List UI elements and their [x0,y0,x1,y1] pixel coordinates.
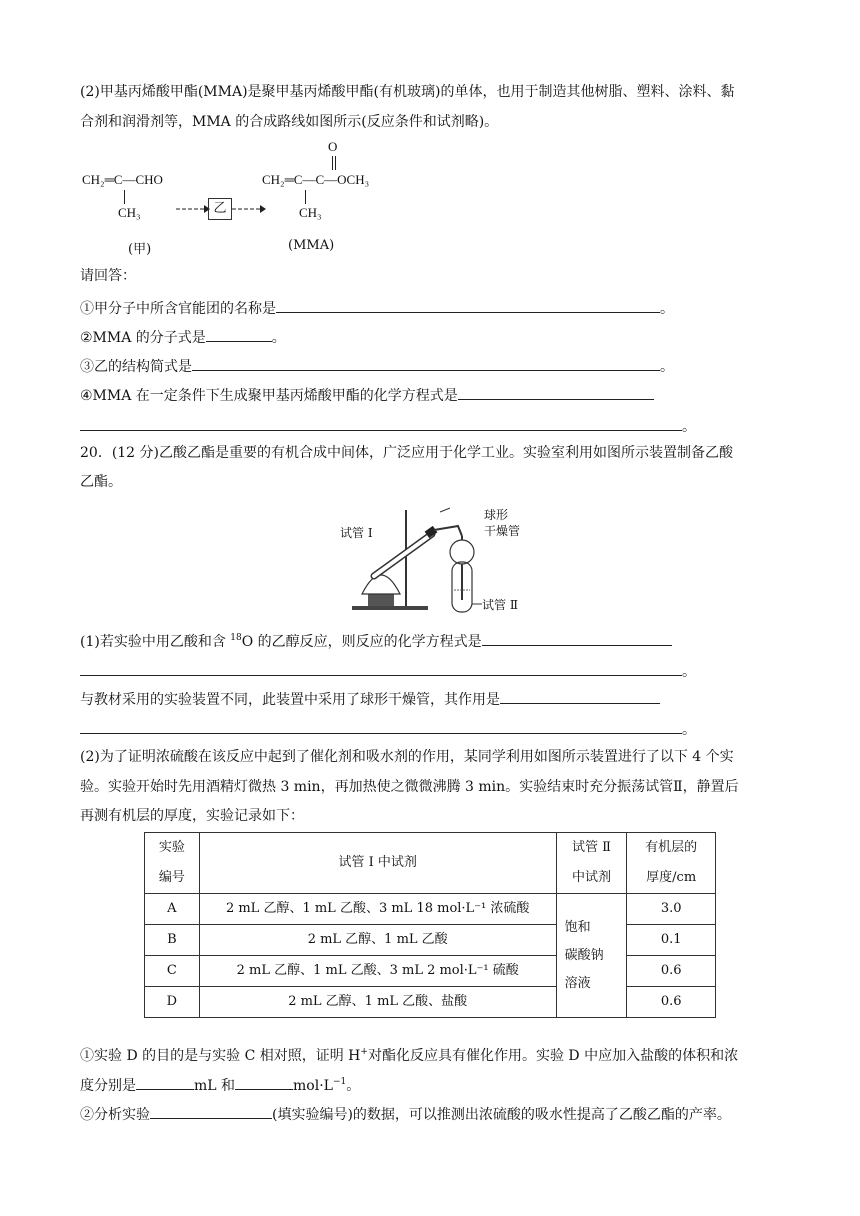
part1-suffix: O 的乙醇反应，则反应的化学方程式是 [241,634,482,650]
part1b-text: 与教材采用的实验装置不同，此装置中采用了球形干燥管，其作用是 [80,692,500,708]
table-row [145,894,716,925]
header-exp-id [145,833,200,894]
experiment-table [144,832,716,1018]
mma-double-bond-a [332,156,333,170]
answer-blank-volume[interactable] [136,1075,194,1090]
jia-label: (甲) [128,242,152,257]
sub-20-1-line1 [80,1046,780,1066]
sub-20-2-line [80,1104,780,1125]
table-row [145,956,716,987]
exp-reagent: 2 mL 乙醇、1 mL 乙酸、盐酸 [199,987,556,1018]
arrow-2-icon [232,203,266,215]
sub-20-2-text-b: (填实验编号)的数据，可以推测出浓硫酸的吸水性提高了乙酸乙酯的产率。 [272,1107,731,1123]
header-text: 中试剂 [571,870,611,885]
answer-prompt: 请回答： [80,268,136,284]
period: 。 [346,1078,361,1094]
mma-intro-line1: (2)甲基丙烯酸甲酯(MMA)是聚甲基丙烯酸甲酯(有机玻璃)的单体，也用于制造其他树脂、塑料、涂料、黏 [80,84,735,100]
apparatus-figure [330,506,530,618]
answer-blank-20-1b[interactable] [80,675,682,676]
part2-line1: (2)为了证明浓硫酸在该反应中起到了催化剂和吸水剂的作用，某同学利用如图所示装置进行了以下 4 个实 [80,749,734,765]
exp-id: B [145,925,200,956]
exp-reagent: 2 mL 乙醇、1 mL 乙酸、3 mL 18 mol·L⁻¹ 浓硫酸 [199,894,556,925]
header-text: 实验 [158,840,185,855]
part1b-line [80,689,780,710]
exp-thickness: 0.6 [627,956,716,987]
period: 。 [682,664,696,680]
sub-20-1-text-a: ①实验 D 的目的是与实验 C 相对照，证明 H [80,1048,361,1064]
period: 。 [682,722,696,738]
label-dryer-2: 干燥管 [484,524,521,538]
shared-reagent-text: 碳酸钠 [564,947,604,963]
q20-line2: 乙酯。 [80,474,122,490]
sub-20-2-text-a: ②分析实验 [80,1107,150,1123]
h-plus-superscript: + [360,1047,368,1057]
sub-question-3-text: ③乙的结构简式是 [80,359,192,375]
exp-thickness: 0.1 [627,925,716,956]
mma-ch3: CH₃ [299,205,322,220]
answer-blank-4b[interactable] [80,430,682,431]
table-row [145,987,716,1018]
answer-blank-1[interactable] [276,298,660,313]
period: 。 [660,359,674,375]
part1-line [80,631,780,652]
answer-blank-3[interactable] [192,356,660,371]
exp-id: A [145,894,200,925]
header-reagent-1: 试管 Ⅰ 中试剂 [199,833,556,894]
answer-blank-concentration[interactable] [235,1075,293,1090]
sub-20-1-text-b: 对酯化反应具有催化作用。实验 D 中应加入盐酸的体积和浓 [367,1048,739,1064]
label-dryer-1: 球形 [484,508,509,522]
mma-double-bond-b [335,156,336,170]
label-tube-1: 试管 Ⅰ [340,526,373,540]
header-text: 有机层的 [645,840,698,855]
answer-blank-20-1d[interactable] [80,733,682,734]
header-text: 试管 Ⅱ [572,840,611,855]
jia-ch3: CH₃ [118,205,141,220]
table-header-row [145,833,716,894]
exp-id: C [145,956,200,987]
label-tube-2: 试管 Ⅱ [482,598,518,612]
part2-line2: 验。实验开始时先用酒精灯微热 3 min，再加热使之微微沸腾 3 min。实验结束时充分振荡试管Ⅱ，静置后 [80,779,739,795]
sub-question-1-text: ①甲分子中所含官能团的名称是 [80,301,276,317]
mma-label: (MMA) [288,238,335,253]
q20-line1: 20．(12 分)乙酸乙酯是重要的有机合成中间体，广泛应用于化学工业。实验室利用如图所示装置制备乙酸 [80,445,734,461]
exp-reagent: 2 mL 乙醇、1 mL 乙酸、3 mL 2 mol·L⁻¹ 硫酸 [199,956,556,987]
exp-reagent: 2 mL 乙醇、1 mL 乙酸 [199,925,556,956]
exp-id: D [145,987,200,1018]
answer-blank-4a[interactable] [458,385,654,400]
mma-o: O [328,139,338,154]
answer-blank-2[interactable] [206,327,272,342]
sub-20-1-line2 [80,1075,780,1096]
arrow-1-icon [176,203,210,215]
header-thickness [627,833,716,894]
sub-question-2-text: ②MMA 的分子式是 [80,330,206,346]
jia-formula: CH₂═C—CHO [82,172,163,187]
answer-blank-20-1c[interactable] [500,689,660,704]
answer-blank-20-1a[interactable] [482,631,672,646]
unit-superscript: −1 [332,1077,347,1087]
isotope-superscript: 18 [230,633,242,643]
period: 。 [682,419,696,435]
header-reagent-2 [556,833,627,894]
shared-reagent-text: 饱和 [564,919,591,935]
sub-question-1 [80,298,780,319]
mma-intro-line2: 合剂和润滑剂等，MMA 的合成路线如图所示(反应条件和试剂略)。 [80,114,499,130]
shared-reagent-text: 溶液 [564,975,591,991]
sub-question-4 [80,385,780,406]
jia-bond-line [124,190,125,204]
part2-line3: 再测有机层的厚度，实验记录如下： [80,808,304,824]
sub-20-1-text-c: 度分别是 [80,1078,136,1094]
answer-blank-exp-ids[interactable] [150,1104,272,1119]
period: 。 [271,330,286,346]
table-row [145,925,716,956]
mma-bond-line [305,190,306,204]
mma-formula: CH₂═C—C—OCH₃ [262,172,370,187]
header-text: 编号 [158,870,185,885]
exp-thickness: 3.0 [627,894,716,925]
sub-question-2 [80,327,780,348]
exp-thickness: 0.6 [627,987,716,1018]
sub-question-4-text: ④MMA 在一定条件下生成聚甲基丙烯酸甲酯的化学方程式是 [80,388,458,404]
sub-question-3 [80,356,780,377]
header-text: 厚度/cm [646,870,697,885]
part1-prefix: (1)若实验中用乙酸和含 [80,634,231,650]
period: 。 [660,301,674,317]
yi-box: 乙 [208,198,232,220]
sub-20-1-text-e: mol·L [293,1078,333,1094]
sub-20-1-text-d: mL 和 [194,1078,236,1094]
shared-reagent-2 [556,894,627,1018]
